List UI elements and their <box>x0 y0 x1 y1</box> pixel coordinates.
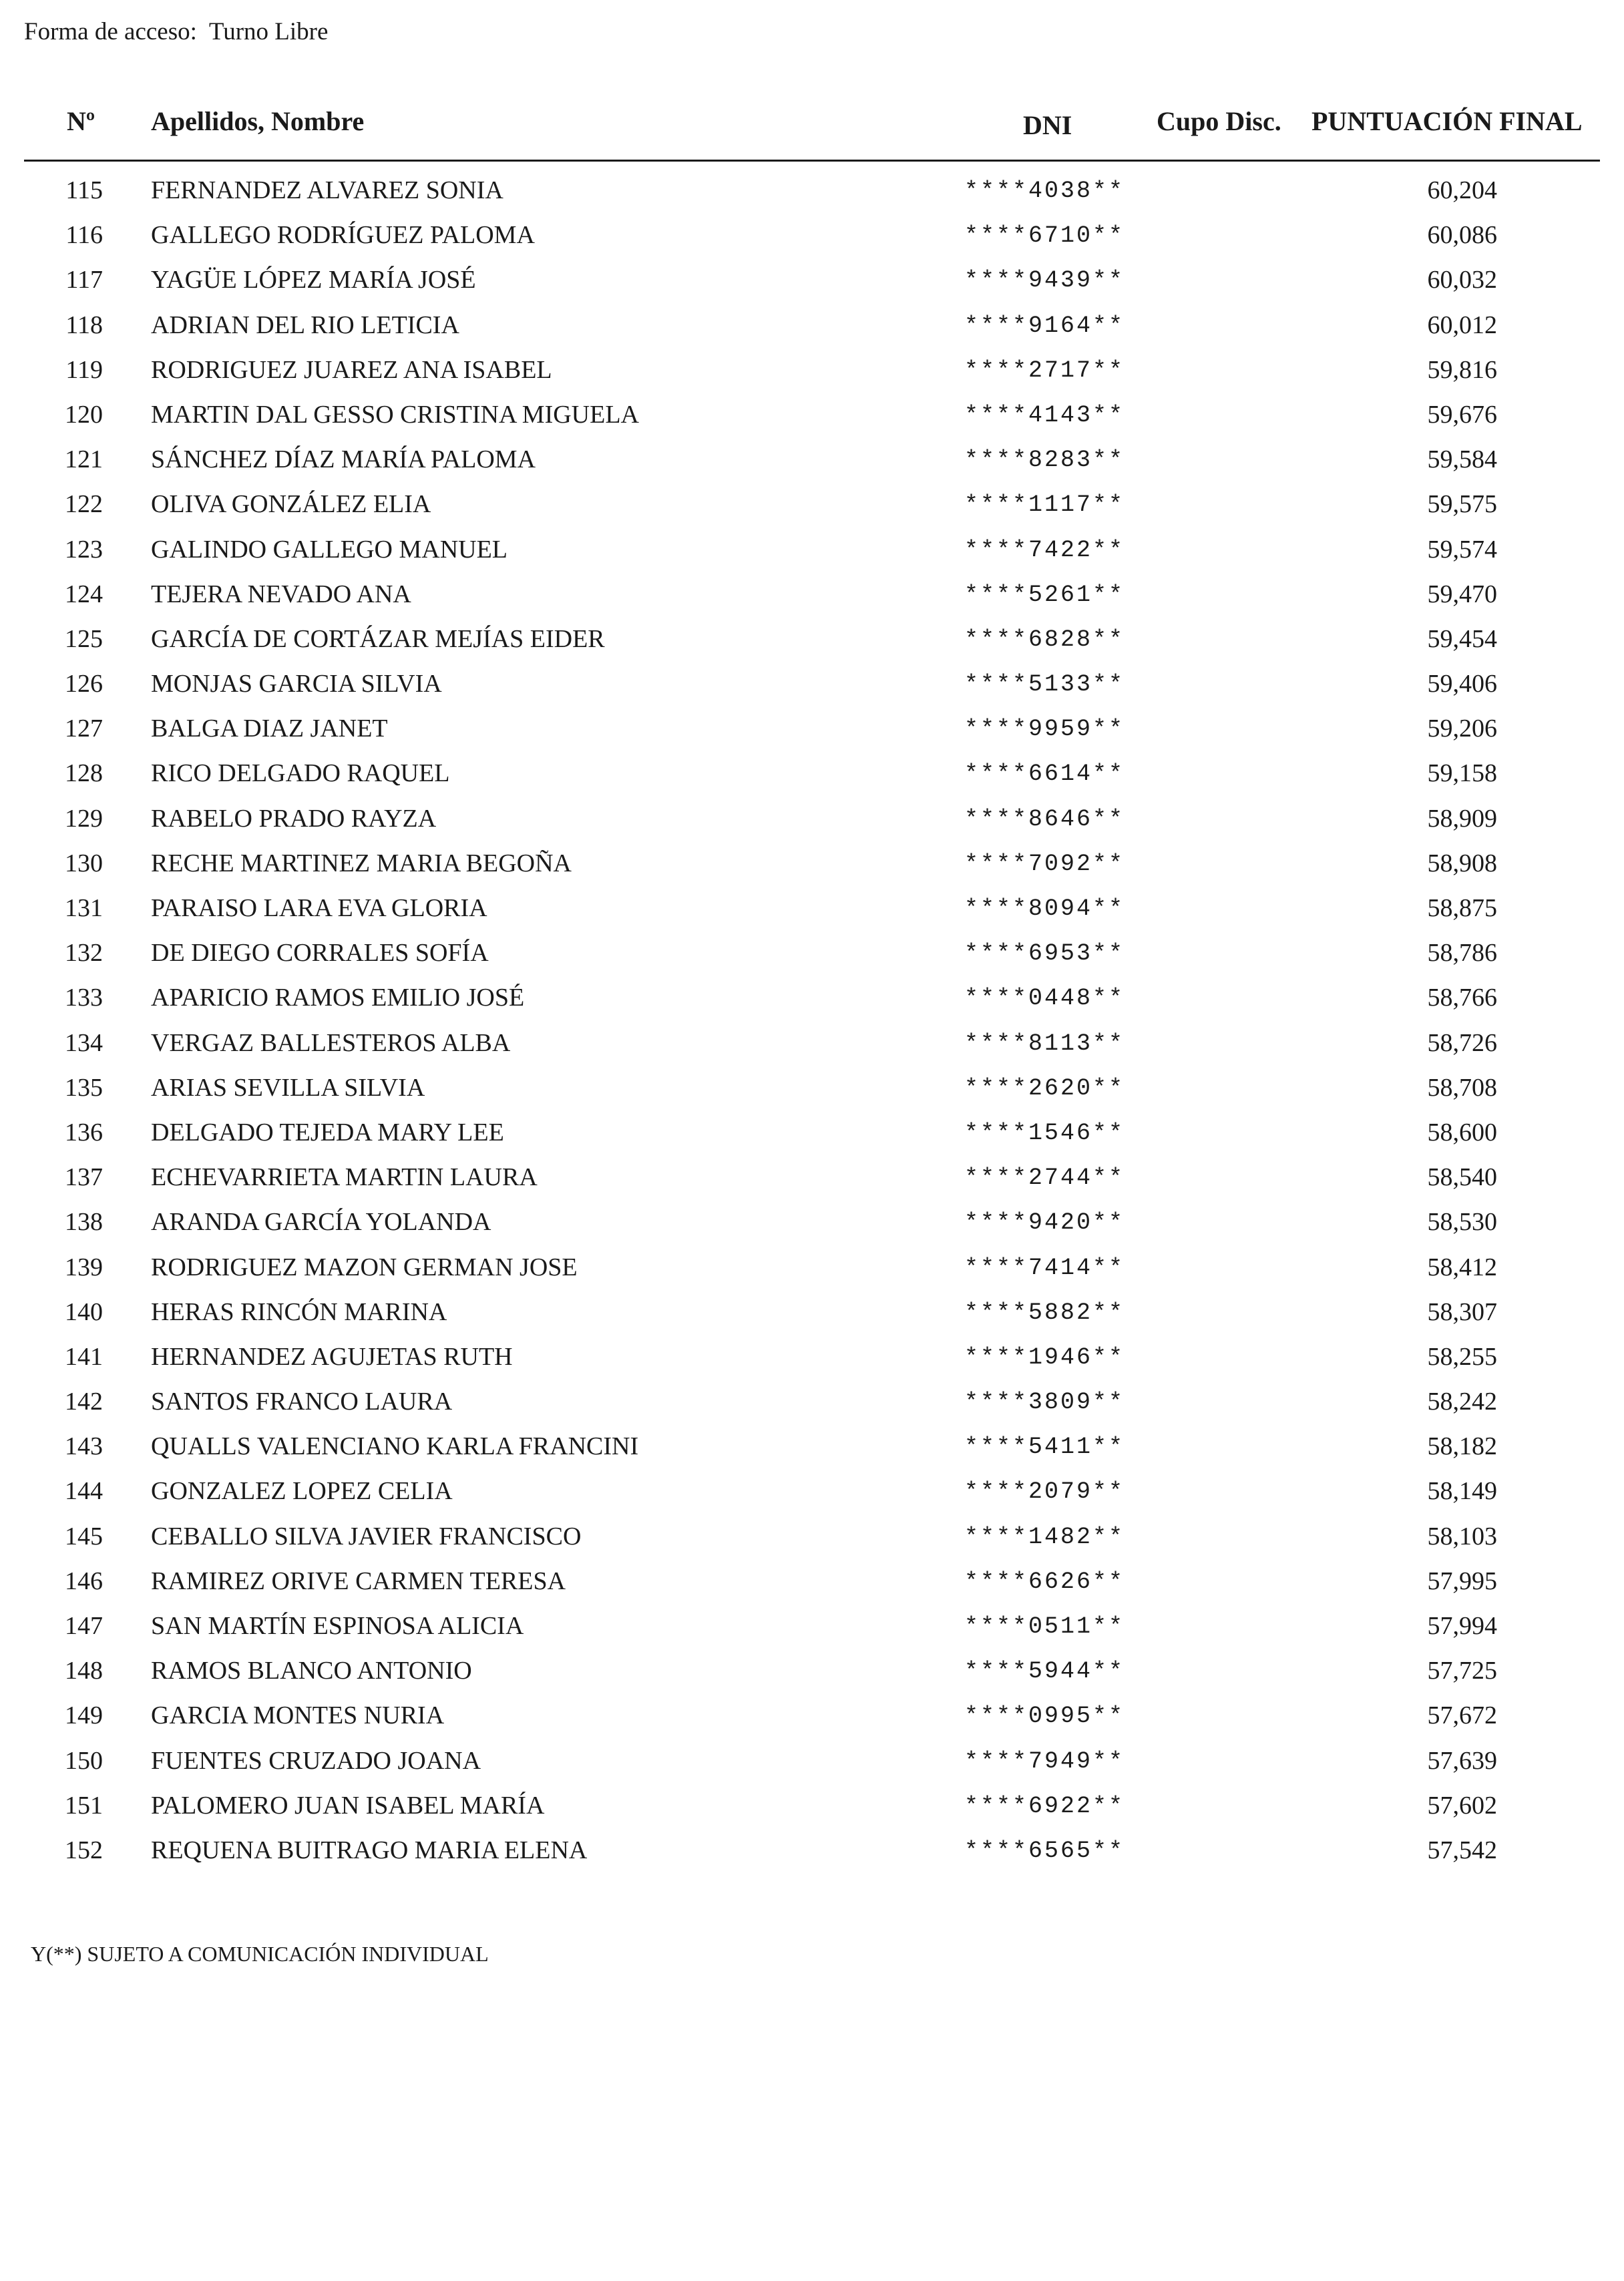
table-row <box>0 393 1624 438</box>
row-number: 125 <box>65 624 103 653</box>
table-row <box>0 1291 1624 1335</box>
table-row <box>0 842 1624 887</box>
header-cupo: Cupo Disc. <box>1157 106 1281 136</box>
row-score: 59,816 <box>1427 355 1497 384</box>
row-number: 137 <box>65 1163 103 1192</box>
table-row <box>0 214 1624 258</box>
row-number: 135 <box>65 1073 103 1102</box>
table-row <box>0 169 1624 214</box>
row-score: 60,086 <box>1427 221 1497 250</box>
row-name: GONZALEZ LOPEZ CELIA <box>151 1477 453 1506</box>
row-score: 58,875 <box>1427 894 1497 922</box>
row-name: FERNANDEZ ALVAREZ SONIA <box>151 176 503 204</box>
row-dni: ****6626** <box>964 1568 1125 1595</box>
row-score: 58,307 <box>1427 1297 1497 1326</box>
table-row <box>0 1560 1624 1605</box>
row-name: APARICIO RAMOS EMILIO JOSÉ <box>151 984 525 1012</box>
row-dni: ****2620** <box>964 1074 1125 1102</box>
row-score: 58,530 <box>1427 1208 1497 1237</box>
row-number: 118 <box>65 310 103 339</box>
row-dni: ****9439** <box>964 267 1125 294</box>
row-name: RAMIREZ ORIVE CARMEN TERESA <box>151 1567 566 1595</box>
row-number: 149 <box>65 1701 103 1730</box>
row-number: 143 <box>65 1432 103 1461</box>
row-number: 128 <box>65 759 103 788</box>
row-score: 58,600 <box>1427 1118 1497 1147</box>
row-name: REQUENA BUITRAGO MARIA ELENA <box>151 1836 588 1864</box>
row-name: QUALLS VALENCIANO KARLA FRANCINI <box>151 1432 639 1461</box>
table-row <box>0 1470 1624 1514</box>
row-name: DE DIEGO CORRALES SOFÍA <box>151 939 489 968</box>
row-number: 119 <box>65 355 103 384</box>
table-row <box>0 304 1624 349</box>
footnote: Y(**) SUJETO A COMUNICACIÓN INDIVIDUAL <box>31 1942 489 1966</box>
row-score: 58,103 <box>1427 1522 1497 1550</box>
row-number: 132 <box>65 939 103 968</box>
row-dni: ****0448** <box>964 985 1125 1012</box>
row-name: RICO DELGADO RAQUEL <box>151 759 450 788</box>
row-score: 59,584 <box>1427 445 1497 474</box>
row-dni: ****5882** <box>964 1299 1125 1326</box>
row-score: 59,676 <box>1427 400 1497 429</box>
header-name: Apellidos, Nombre <box>151 106 365 136</box>
row-dni: ****1482** <box>964 1523 1125 1550</box>
row-dni: ****4038** <box>964 178 1125 204</box>
access-form-line <box>24 17 328 46</box>
table-row <box>0 438 1624 483</box>
row-dni: ****9420** <box>964 1209 1125 1237</box>
header-number: Nº <box>67 106 95 136</box>
row-name: TEJERA NEVADO ANA <box>151 580 411 608</box>
row-number: 141 <box>65 1342 103 1371</box>
row-name: FUENTES CRUZADO JOANA <box>151 1746 481 1775</box>
row-score: 58,149 <box>1427 1477 1497 1506</box>
row-name: MARTIN DAL GESSO CRISTINA MIGUELA <box>151 400 639 429</box>
row-score: 57,542 <box>1427 1836 1497 1864</box>
row-number: 131 <box>65 894 103 922</box>
row-dni: ****3809** <box>964 1389 1125 1416</box>
table-row <box>0 1739 1624 1784</box>
row-number: 126 <box>65 670 103 698</box>
row-name: MONJAS GARCIA SILVIA <box>151 670 442 698</box>
row-name: BALGA DIAZ JANET <box>151 714 388 743</box>
table-row <box>0 931 1624 976</box>
table-row <box>0 662 1624 707</box>
table-row <box>0 1605 1624 1649</box>
row-dni: ****1117** <box>964 491 1125 519</box>
row-score: 58,255 <box>1427 1342 1497 1371</box>
row-score: 59,406 <box>1427 670 1497 698</box>
row-score: 58,708 <box>1427 1073 1497 1102</box>
row-score: 58,766 <box>1427 984 1497 1012</box>
access-form-value: Turno Libre <box>208 18 329 45</box>
row-dni: ****1946** <box>964 1343 1125 1371</box>
row-name: ECHEVARRIETA MARTIN LAURA <box>151 1163 538 1192</box>
row-number: 138 <box>65 1208 103 1237</box>
row-name: CEBALLO SILVA JAVIER FRANCISCO <box>151 1522 582 1550</box>
row-dni: ****9959** <box>964 716 1125 743</box>
table-row <box>0 483 1624 528</box>
row-dni: ****2717** <box>964 357 1125 384</box>
row-dni: ****5944** <box>964 1658 1125 1685</box>
row-dni: ****8283** <box>964 447 1125 474</box>
table-row <box>0 887 1624 931</box>
row-dni: ****5133** <box>964 671 1125 698</box>
row-dni: ****2744** <box>964 1165 1125 1192</box>
row-name: OLIVA GONZÁLEZ ELIA <box>151 490 431 519</box>
row-dni: ****7092** <box>964 850 1125 877</box>
table-row <box>0 1156 1624 1201</box>
row-score: 60,032 <box>1427 266 1497 294</box>
table-header <box>0 100 1624 154</box>
table-row <box>0 1380 1624 1425</box>
table-row <box>0 528 1624 573</box>
row-score: 60,204 <box>1427 176 1497 204</box>
row-number: 129 <box>65 804 103 833</box>
row-name: ADRIAN DEL RIO LETICIA <box>151 310 459 339</box>
row-number: 150 <box>65 1746 103 1775</box>
row-number: 117 <box>65 266 103 294</box>
row-name: RODRIGUEZ MAZON GERMAN JOSE <box>151 1253 578 1281</box>
header-dni: DNI <box>1023 110 1072 140</box>
row-number: 134 <box>65 1028 103 1057</box>
row-name: RAMOS BLANCO ANTONIO <box>151 1657 472 1685</box>
row-name: HERNANDEZ AGUJETAS RUTH <box>151 1342 513 1371</box>
row-number: 115 <box>65 176 103 204</box>
row-name: RODRIGUEZ JUAREZ ANA ISABEL <box>151 355 552 384</box>
row-name: YAGÜE LÓPEZ MARÍA JOSÉ <box>151 266 476 294</box>
row-name: HERAS RINCÓN MARINA <box>151 1297 447 1326</box>
header-score: PUNTUACIÓN FINAL <box>1311 106 1583 136</box>
row-number: 130 <box>65 849 103 877</box>
row-dni: ****6922** <box>964 1792 1125 1820</box>
table-row <box>0 618 1624 662</box>
header-divider <box>24 160 1600 162</box>
access-form-label: Forma de acceso: <box>24 18 197 45</box>
row-dni: ****7414** <box>964 1254 1125 1281</box>
row-dni: ****6953** <box>964 940 1125 968</box>
row-score: 58,908 <box>1427 849 1497 877</box>
table-row <box>0 349 1624 393</box>
row-number: 122 <box>65 490 103 519</box>
row-name: DELGADO TEJEDA MARY LEE <box>151 1118 504 1147</box>
row-score: 59,575 <box>1427 490 1497 519</box>
row-number: 140 <box>65 1297 103 1326</box>
row-dni: ****0995** <box>964 1703 1125 1730</box>
row-number: 124 <box>65 580 103 608</box>
row-number: 127 <box>65 714 103 743</box>
row-name: SAN MARTÍN ESPINOSA ALICIA <box>151 1612 524 1640</box>
row-score: 59,574 <box>1427 535 1497 564</box>
row-dni: ****5261** <box>964 581 1125 608</box>
row-name: ARIAS SEVILLA SILVIA <box>151 1073 425 1102</box>
row-dni: ****6710** <box>964 222 1125 250</box>
table-row <box>0 1201 1624 1245</box>
table-row <box>0 1649 1624 1694</box>
table-row <box>0 1425 1624 1470</box>
table-row <box>0 1335 1624 1380</box>
table-row <box>0 1829 1624 1874</box>
row-number: 121 <box>65 445 103 474</box>
row-number: 144 <box>65 1477 103 1506</box>
row-score: 58,242 <box>1427 1388 1497 1416</box>
row-score: 58,786 <box>1427 939 1497 968</box>
row-dni: ****8113** <box>964 1030 1125 1057</box>
row-number: 142 <box>65 1388 103 1416</box>
row-dni: ****8094** <box>964 895 1125 922</box>
table-row <box>0 976 1624 1021</box>
row-number: 151 <box>65 1791 103 1820</box>
row-score: 59,206 <box>1427 714 1497 743</box>
row-name: GARCÍA DE CORTÁZAR MEJÍAS EIDER <box>151 624 605 653</box>
row-number: 139 <box>65 1253 103 1281</box>
row-dni: ****2079** <box>964 1478 1125 1506</box>
table-row <box>0 1066 1624 1111</box>
row-score: 58,909 <box>1427 804 1497 833</box>
table-row <box>0 1515 1624 1560</box>
row-dni: ****0511** <box>964 1613 1125 1640</box>
row-number: 120 <box>65 400 103 429</box>
results-table <box>0 169 1624 1874</box>
row-score: 58,540 <box>1427 1163 1497 1192</box>
row-score: 57,672 <box>1427 1701 1497 1730</box>
row-number: 152 <box>65 1836 103 1864</box>
row-number: 148 <box>65 1657 103 1685</box>
row-score: 60,012 <box>1427 310 1497 339</box>
row-name: RECHE MARTINEZ MARIA BEGOÑA <box>151 849 572 877</box>
table-row <box>0 1022 1624 1066</box>
row-dni: ****4143** <box>964 401 1125 429</box>
row-number: 136 <box>65 1118 103 1147</box>
table-row <box>0 573 1624 618</box>
row-score: 57,725 <box>1427 1657 1497 1685</box>
row-name: RABELO PRADO RAYZA <box>151 804 437 833</box>
row-score: 57,602 <box>1427 1791 1497 1820</box>
row-score: 57,995 <box>1427 1567 1497 1595</box>
row-dni: ****1546** <box>964 1119 1125 1147</box>
row-number: 146 <box>65 1567 103 1595</box>
row-name: GALINDO GALLEGO MANUEL <box>151 535 508 564</box>
row-dni: ****5411** <box>964 1434 1125 1461</box>
row-number: 123 <box>65 535 103 564</box>
row-dni: ****9164** <box>964 312 1125 339</box>
row-number: 147 <box>65 1612 103 1640</box>
table-row <box>0 1111 1624 1156</box>
row-dni: ****7422** <box>964 536 1125 564</box>
row-score: 57,639 <box>1427 1746 1497 1775</box>
row-score: 58,412 <box>1427 1253 1497 1281</box>
table-row <box>0 707 1624 752</box>
row-score: 57,994 <box>1427 1612 1497 1640</box>
row-dni: ****6614** <box>964 761 1125 788</box>
table-row <box>0 1694 1624 1739</box>
row-dni: ****8646** <box>964 805 1125 833</box>
table-row <box>0 258 1624 303</box>
row-score: 59,470 <box>1427 580 1497 608</box>
table-row <box>0 797 1624 842</box>
row-name: PALOMERO JUAN ISABEL MARÍA <box>151 1791 545 1820</box>
row-number: 116 <box>65 221 103 250</box>
table-row <box>0 752 1624 797</box>
row-score: 58,726 <box>1427 1028 1497 1057</box>
row-number: 145 <box>65 1522 103 1550</box>
table-row <box>0 1246 1624 1291</box>
row-score: 59,454 <box>1427 624 1497 653</box>
row-dni: ****6828** <box>964 626 1125 653</box>
table-row <box>0 1784 1624 1829</box>
row-name: PARAISO LARA EVA GLORIA <box>151 894 487 922</box>
row-dni: ****6565** <box>964 1837 1125 1864</box>
row-name: GALLEGO RODRÍGUEZ PALOMA <box>151 221 535 250</box>
row-dni: ****7949** <box>964 1747 1125 1775</box>
row-name: SANTOS FRANCO LAURA <box>151 1388 453 1416</box>
row-name: ARANDA GARCÍA YOLANDA <box>151 1208 491 1237</box>
row-name: GARCIA MONTES NURIA <box>151 1701 445 1730</box>
row-score: 58,182 <box>1427 1432 1497 1461</box>
row-number: 133 <box>65 984 103 1012</box>
row-name: SÁNCHEZ DÍAZ MARÍA PALOMA <box>151 445 536 474</box>
row-name: VERGAZ BALLESTEROS ALBA <box>151 1028 511 1057</box>
row-score: 59,158 <box>1427 759 1497 788</box>
